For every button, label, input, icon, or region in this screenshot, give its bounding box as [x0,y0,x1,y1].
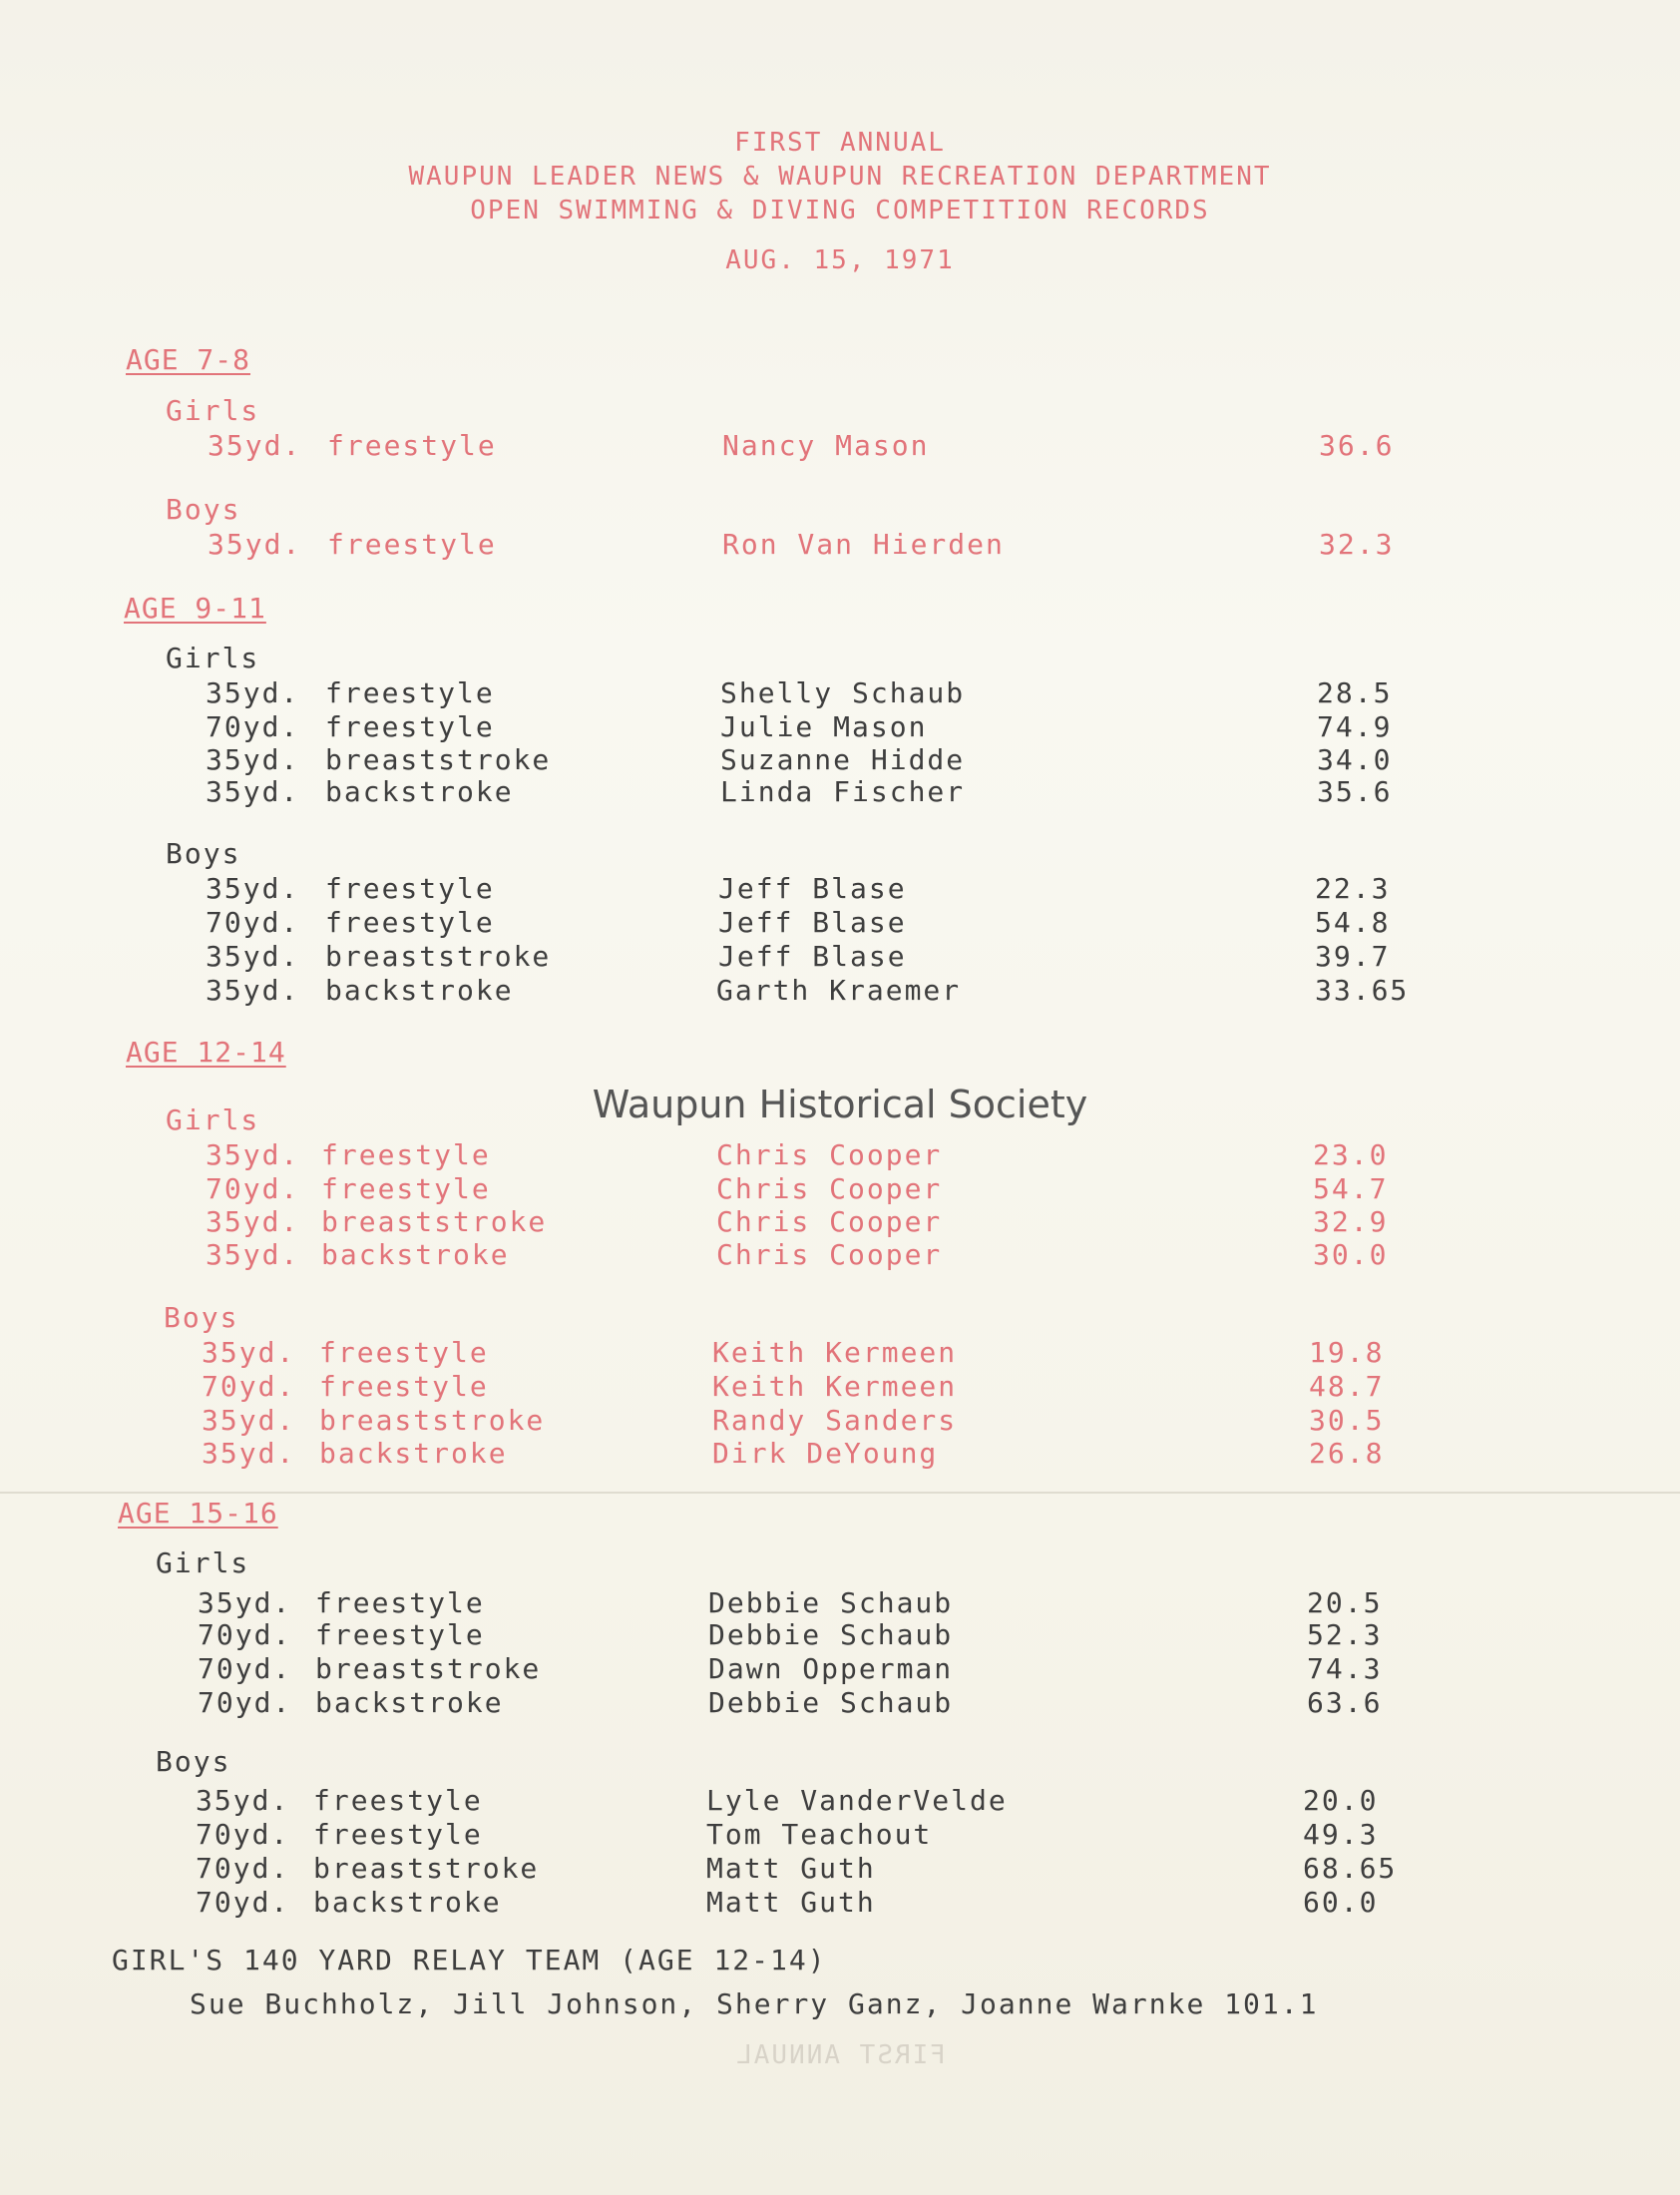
event-stroke: backstroke [325,974,514,1007]
event-stroke: freestyle [313,1818,483,1851]
event-stroke: breaststroke [325,743,552,776]
event-distance: 70yd. [206,906,300,939]
event-distance: 70yd. [198,1652,292,1685]
swimmer-name: Jeff Blase [718,872,907,905]
event-stroke: backstroke [313,1886,502,1919]
gender-label: Girls [166,642,260,674]
gender-label: Girls [156,1546,250,1579]
event-distance: 70yd. [206,710,300,743]
record-time: 30.0 [1313,1238,1389,1271]
record-time: 68.65 [1303,1852,1398,1885]
age-heading: AGE 9-11 [124,592,266,625]
event-distance: 35yd. [206,1138,300,1171]
record-row [0,906,1680,940]
event-distance: 70yd. [198,1618,292,1651]
record-time: 20.0 [1303,1784,1379,1817]
event-distance: 70yd. [202,1370,296,1403]
age-heading: AGE 7-8 [126,343,251,376]
event-stroke: freestyle [325,872,495,905]
event-distance: 35yd. [202,1404,296,1437]
record-time: 35.6 [1317,775,1393,808]
gender-label: Boys [156,1745,231,1778]
record-row [0,1138,1680,1172]
age-heading: AGE 15-16 [118,1497,278,1530]
swimmer-name: Jeff Blase [718,906,907,939]
record-row [0,710,1680,744]
event-distance: 35yd. [206,775,300,808]
event-stroke: freestyle [325,906,495,939]
swimmer-name: Linda Fischer [720,775,966,808]
record-row [0,1336,1680,1370]
record-time: 39.7 [1315,940,1391,973]
event-stroke: breaststroke [321,1205,548,1238]
event-distance: 70yd. [206,1172,300,1205]
event-distance: 35yd. [196,1784,290,1817]
gender-label: Girls [166,1103,260,1136]
event-stroke: freestyle [319,1370,489,1403]
swimmer-name: Dirk DeYoung [712,1437,939,1470]
header-line-3: OPEN SWIMMING & DIVING COMPETITION RECORDS [470,196,1210,225]
swimmer-name: Chris Cooper [716,1205,943,1238]
record-row [0,872,1680,906]
record-row [0,1784,1680,1818]
event-stroke: freestyle [321,1172,491,1205]
event-stroke: freestyle [327,429,497,462]
record-row [0,1852,1680,1886]
swimmer-name: Jeff Blase [718,940,907,973]
bleed-through-text: FIRST ANNUAL [734,2040,946,2070]
event-stroke: freestyle [315,1618,485,1651]
swimmer-name: Keith Kermeen [712,1336,958,1369]
record-time: 36.6 [1319,429,1395,462]
event-stroke: freestyle [315,1586,485,1619]
event-distance: 70yd. [196,1852,290,1885]
record-time: 63.6 [1307,1686,1383,1719]
swimmer-name: Chris Cooper [716,1172,943,1205]
event-stroke: freestyle [319,1336,489,1369]
event-stroke: freestyle [327,528,497,561]
swimmer-name: Keith Kermeen [712,1370,958,1403]
swimmer-name: Garth Kraemer [716,974,962,1007]
record-time: 28.5 [1317,676,1393,709]
record-row [0,1618,1680,1652]
event-distance: 35yd. [206,872,300,905]
event-stroke: breaststroke [313,1852,540,1885]
record-row [0,974,1680,1008]
event-stroke: breaststroke [315,1652,542,1685]
swimmer-name: Debbie Schaub [708,1618,954,1651]
header-line-2: WAUPUN LEADER NEWS & WAUPUN RECREATION DEPARTMENT [408,162,1272,192]
event-distance: 35yd. [206,1205,300,1238]
event-stroke: backstroke [325,775,514,808]
swimmer-name: Randy Sanders [712,1404,958,1437]
event-distance: 35yd. [206,940,300,973]
record-time: 74.3 [1307,1652,1383,1685]
swimmer-name: Dawn Opperman [708,1652,954,1685]
header-date: AUG. 15, 1971 [725,245,955,275]
event-stroke: backstroke [315,1686,504,1719]
gender-label: Boys [166,493,241,526]
event-distance: 35yd. [202,1336,296,1369]
event-stroke: breaststroke [319,1404,546,1437]
record-time: 60.0 [1303,1886,1379,1919]
event-distance: 35yd. [206,1238,300,1271]
record-time: 19.8 [1309,1336,1385,1369]
swimmer-name: Debbie Schaub [708,1686,954,1719]
swimmer-name: Ron Van Hierden [722,528,1005,561]
event-stroke: backstroke [321,1238,510,1271]
event-distance: 35yd. [208,528,302,561]
record-row [0,528,1680,562]
record-time: 22.3 [1315,872,1391,905]
swimmer-name: Lyle VanderVelde [706,1784,1008,1817]
record-time: 34.0 [1317,743,1393,776]
gender-label: Girls [166,394,260,427]
event-stroke: breaststroke [325,940,552,973]
record-time: 20.5 [1307,1586,1383,1619]
gender-label: Boys [166,837,241,870]
header-line-1: FIRST ANNUAL [734,128,946,158]
event-distance: 35yd. [206,974,300,1007]
record-time: 49.3 [1303,1818,1379,1851]
record-time: 74.9 [1317,710,1393,743]
record-row [0,676,1680,710]
event-distance: 70yd. [196,1818,290,1851]
event-distance: 35yd. [198,1586,292,1619]
swimmer-name: Suzanne Hidde [720,743,966,776]
event-distance: 35yd. [208,429,302,462]
record-row [0,1886,1680,1920]
record-time: 32.9 [1313,1205,1389,1238]
record-row [0,1818,1680,1852]
record-row [0,1652,1680,1686]
relay-title: GIRL'S 140 YARD RELAY TEAM (AGE 12-14) [112,1944,827,1976]
record-time: 54.7 [1313,1172,1389,1205]
relay-team-members: Sue Buchholz, Jill Johnson, Sherry Ganz, Joanne Warnke 101.1 [190,1987,1319,2020]
swimmer-name: Nancy Mason [722,429,930,462]
swimmer-name: Debbie Schaub [708,1586,954,1619]
record-row [0,429,1680,463]
watermark: Waupun Historical Society [592,1083,1088,1126]
record-time: 48.7 [1309,1370,1385,1403]
age-heading: AGE 12-14 [126,1036,286,1069]
record-row [0,1404,1680,1438]
fold-crease [0,1492,1680,1494]
record-row [0,775,1680,809]
event-stroke: backstroke [319,1437,508,1470]
record-row [0,743,1680,777]
record-time: 33.65 [1315,974,1410,1007]
record-row [0,1370,1680,1404]
event-stroke: freestyle [313,1784,483,1817]
event-distance: 35yd. [206,676,300,709]
swimmer-name: Matt Guth [706,1852,876,1885]
record-time: 32.3 [1319,528,1395,561]
swimmer-name: Tom Teachout [706,1818,933,1851]
event-distance: 70yd. [198,1686,292,1719]
record-time: 54.8 [1315,906,1391,939]
event-stroke: freestyle [325,710,495,743]
gender-label: Boys [164,1301,239,1334]
swimmer-name: Chris Cooper [716,1138,943,1171]
record-row [0,1686,1680,1720]
record-row [0,1238,1680,1272]
event-stroke: freestyle [325,676,495,709]
record-row [0,940,1680,974]
record-row [0,1205,1680,1239]
record-time: 26.8 [1309,1437,1385,1470]
swimmer-name: Matt Guth [706,1886,876,1919]
record-time: 23.0 [1313,1138,1389,1171]
event-distance: 35yd. [202,1437,296,1470]
record-row [0,1437,1680,1471]
swimmer-name: Chris Cooper [716,1238,943,1271]
record-time: 52.3 [1307,1618,1383,1651]
record-row [0,1586,1680,1620]
swimmer-name: Julie Mason [720,710,928,743]
swimmer-name: Shelly Schaub [720,676,966,709]
event-distance: 70yd. [196,1886,290,1919]
event-distance: 35yd. [206,743,300,776]
record-row [0,1172,1680,1206]
record-time: 30.5 [1309,1404,1385,1437]
event-stroke: freestyle [321,1138,491,1171]
